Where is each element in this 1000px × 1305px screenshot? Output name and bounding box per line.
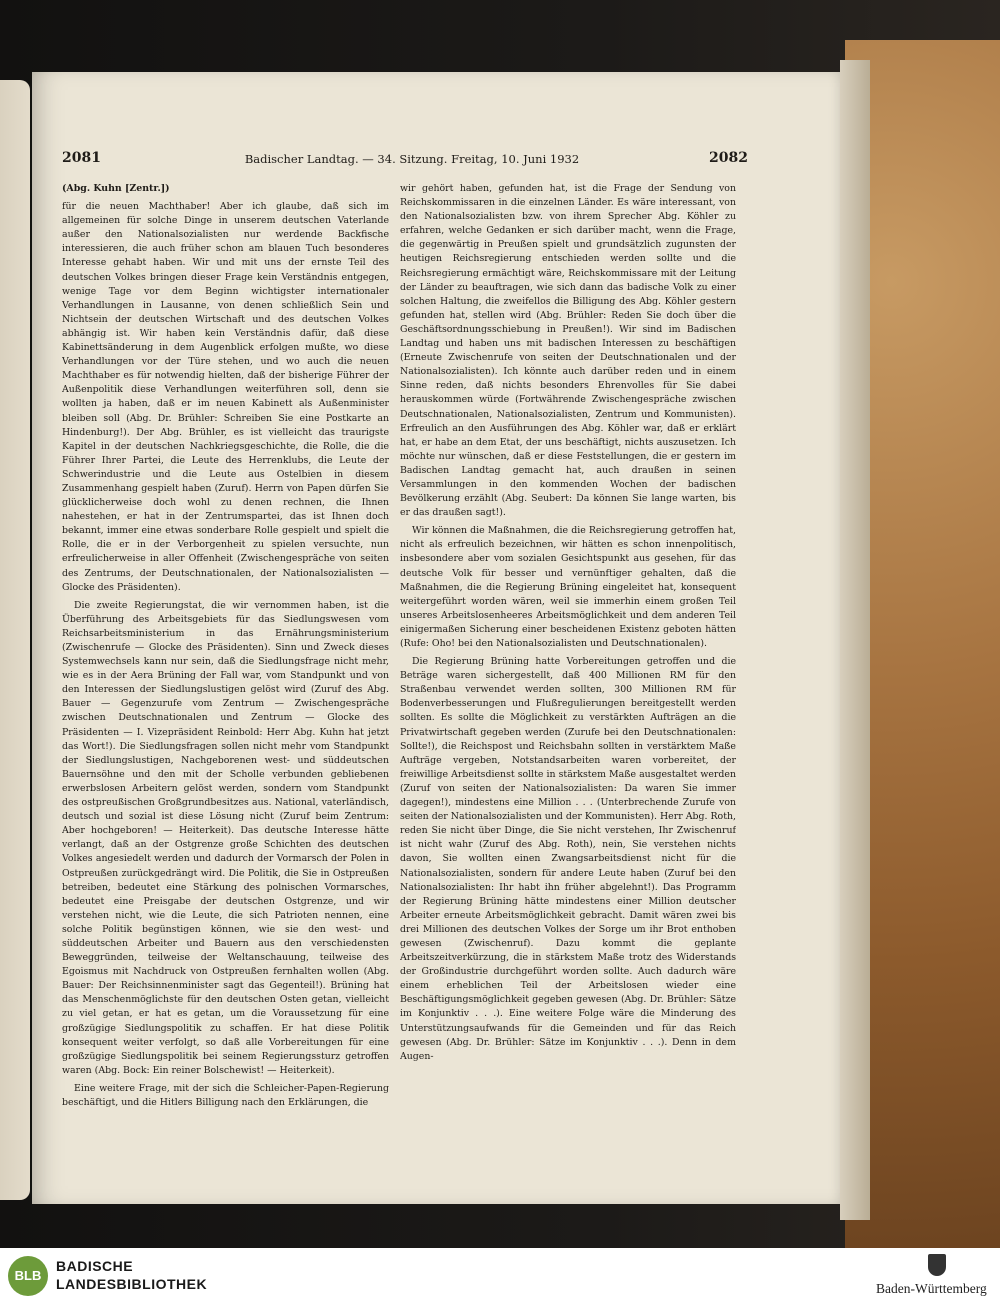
library-name-line2: LANDESBIBLIOTHEK bbox=[56, 1276, 208, 1292]
page-number-left: 2081 bbox=[62, 150, 101, 166]
page-stack-edge bbox=[840, 60, 870, 1220]
coat-of-arms-icon bbox=[928, 1254, 946, 1276]
running-header bbox=[62, 150, 748, 172]
paragraph: wir gehört haben, gefunden hat, ist die Frage der Sendung von Reichskommissaren in die einzelnen Länder. Es wäre interessant, von den Nationalsozialisten bzw. von ihrem Sprecher Abg. Köhler zu erfahren, welche Gedanken er sich darüber macht, wenn die Frage, die gegenwärtig in Preußen spielt und grundsätzlich zugunsten der heutigen Reichsregierung entschieden werden sollte und die Reichsregierung ermächtigt wäre, Reichskommissare mit der Leitung der Länder zu beauftragen, wie sich dann das badische Volk zu einer solchen Haltung, die zweifellos die Billigung des Abg. Köhler gestern gefunden hat, stellen wird (Abg. Brühler: Reden Sie doch über die Geschäftsordnungsschiebung in Preußen!). Wir sind im Badischen Landtag und haben uns mit badischen Interessen zu beschäftigen (Erneute Zwischenrufe von seiten der Deutschnationalen und der Nationalsozialisten). Ich könnte auch darüber reden und in einem Sinne reden, daß nichts besonders Ehrenvolles für Sie dabei herauskommen würde (Fortwährende Zwischengespräche zwischen Deutschnationalen, Nationalsozialisten, Zentrum und Kommunisten). Erfreulich an den Ausführungen des Abg. Köhler war, daß er erklärt hat, er habe an dem Etat, der uns beschäftigt, nichts auszusetzen. Ich möchte nur wünschen, daß er diese Feststellungen, die er gestern im Badischen Landtag gemacht hat, auch draußen in seinen Versammlungen in den kommenden Wochen der badischen Bevölkerung erzählt (Abg. Seubert: Da können Sie lange warten, bis er das draußen sagt!). bbox=[400, 183, 736, 519]
document-page bbox=[32, 72, 840, 1204]
viewer-footer bbox=[0, 1248, 1000, 1305]
library-name[interactable] bbox=[56, 1257, 256, 1293]
page-number-right: 2082 bbox=[709, 150, 748, 166]
left-text-column bbox=[62, 182, 389, 1192]
paragraph: für die neuen Machthaber! Aber ich glaube, daß sich im allgemeinen für solche Dinge in unserem deutschen Vaterlande außer den Nationalsozialisten nur werdende Backfische interessieren, die auch früher schon am blauen Tuch besonderes Interesse gehabt haben. Wir und mit uns der ernste Teil des deutschen Volkes bringen dieser Frage kein Verständnis entgegen, wenige Tage vor dem Beginn wichtigster internationaler Verhandlungen in Lausanne, von denen schließlich Sein und Nichtsein der deutschen Wirtschaft und des deutschen Volkes abhängig ist. Wir haben kein Verständnis dafür, daß diese Kabinettsänderung in dem Augenblick erfolgen mußte, wo diese Verhandlungen vor der Türe stehen, und wo auch die neuen Machthaber es für notwendig hielten, daß der bisherige Führer der Außenpolitik diese Verhandlungen weiterführen soll, denn sie wollten ja haben, daß er im neuen Kabinett als Außenminister bleiben soll (Abg. Dr. Brühler: Schreiben Sie eine Postkarte an Hindenburg!). Der Abg. Brühler, es ist vielleicht das traurigste Kapitel in der deutschen Nachkriegsgeschichte, die Rolle, die die Führer Ihrer Partei, die Leute des Herrenklubs, die Leute der Schwerindustrie und die Leute aus Ostelbien in diesem Zusammenhang gespielt haben (Zuruf). Herrn von Papen dürfen Sie glücklicherweise doch wohl zu denen rechnen, die Ihnen nahestehen, er hat in der Zentrumspartei, das ist Ihnen doch bekannt, immer eine etwas sonderbare Rolle gespielt und spielt die Rolle, die er in der Verborgenheit zu spielen versuchte, nun erfreulicherweise in aller Offenheit (Zwischengespräche von seiten des Zentrums, der Deutschnationalen, der Nationalsozialisten — Glocke des Präsidenten). bbox=[62, 201, 389, 593]
paragraph: Die zweite Regierungstat, die wir vernommen haben, ist die Überführung des Arbeitsgebiets für das Siedlungswesen vom Reichsarbeitsministerium in das Ernährungsministerium (Zwischenrufe — Glocke des Präsidenten). Sinn und Zweck dieses Systemwechsels kann nur sein, daß die Siedlungsfrage nicht mehr, wie es in der Aera Brüning der Fall war, vom Standpunkt und von den Interessen der Siedlungslustigen gelöst wird (Zuruf des Abg. Bauer — Gegenzurufe vom Zentrum — Zwischengespräche zwischen Deutschnationalen und Zentrum — Glocke des Präsidenten — I. Vizepräsident Reinbold: Herr Abg. Kuhn hat jetzt das Wort!). Die Siedlungsfragen sollen nicht mehr vom Standpunkt der Siedlungslustigen, Nachgeborenen west- und süddeutschen Bauernsöhne und den mit der Scholle verbunden gebliebenen erwerbslosen Arbeitern gelöst werden, sondern vom Standpunkt des ostpreußischen Großgrundbesitzes aus. National, vaterländisch, deutsch und sozial ist diese Lösung nicht (Zuruf beim Zentrum: Aber hochgeboren! — Heiterkeit). Das deutsche Interesse hätte verlangt, daß an der Ostgrenze große Schichten des deutschen Volkes angesiedelt werden und dadurch der Vormarsch der Polen in Ostpreußen zurückgedrängt wird. Die Politik, die Sie in Ostpreußen betreiben, bedeutet eine Stärkung des polnischen Vormarsches, bedeutet eine Preisgabe der deutschen Ostgrenze, und wir verstehen nicht, wie die Leute, die sich Patrioten nennen, eine solche Politik begünstigen können, wie sie den west- und süddeutschen Arbeiter und Bauern aus den verschiedensten Beweggründen, teilweise der Weltanschauung, teilweise des Egoismus mit Nachdruck von Ostpreußen fernhalten wollen (Abg. Bauer: Der Reichsinnenminister sagt das Gegenteil!). Brüning hat das Menschenmöglichste für den deutschen Osten getan, vielleicht zu viel getan, er hat es getan, um die Voraussetzung für eine großzügige Siedlungspolitik zu schaffen. Er hat diese Politik konsequent weiter verfolgt, so daß alle Vorbereitungen für eine großzügige Siedlungspolitik bei seinem Regierungssturz getroffen waren (Abg. Bock: Ein reiner Bolschewist! — Heiterkeit). bbox=[62, 599, 389, 1076]
blb-logo-icon[interactable]: BLB bbox=[8, 1256, 48, 1296]
speaker-label: (Abg. Kuhn [Zentr.]) bbox=[62, 183, 170, 194]
region-label[interactable]: Baden-Württemberg bbox=[876, 1281, 987, 1296]
right-text-column bbox=[400, 182, 736, 1192]
running-title: Badischer Landtag. — 34. Sitzung. Freitag, 10. Juni 1932 bbox=[244, 152, 580, 166]
paragraph: Wir können die Maßnahmen, die die Reichsregierung getroffen hat, nicht als erfreulich bezeichnen, wir hätten es schon innenpolitisch, insbesondere aber vom sozialen Gesichtspunkt aus gesehen, für das deutsche Volk für besser und vernünftiger gehalten, daß die Maßnahmen, die die Regierung Brüning eingeleitet hat, konsequent weitergeführt worden wären, weil sie immerhin einem großen Teil unseres Arbeitslosenheeres Arbeitsmöglichkeit und dem anderen Teil einigermaßen Sicherung einer bescheidenen Existenz geboten hätten (Rufe: Oho! bei den Nationalsozialisten und Deutschnationalen). bbox=[400, 525, 736, 649]
paragraph: Die Regierung Brüning hatte Vorbereitungen getroffen und die Beträge waren sichergestellt, daß 400 Millionen RM für den Straßenbau verwendet werden sollten, 300 Millionen RM für Bodenverbesserungen und Flußregulierungen bereitgestellt werden sollten. Es sollte die Möglichkeit zu verstärkten Aufträgen an die Privatwirtschaft gegeben werden (Zurufe bei den Deutschnationalen: Sollte!), die Reichspost und Reichsbahn sollten in verstärktem Maße Aufträge vergeben, Notstandsarbeiten waren vorbereitet, der freiwillige Arbeitsdienst sollte in stärkstem Maße ausgestaltet werden (Zuruf von seiten der Nationalsozialisten: Da waren Sie immer dagegen!), mindestens eine Million . . . (Unterbrechende Zurufe von seiten der Nationalsozialisten und der Kommunisten). Herr Abg. Roth, reden Sie nicht über Dinge, die Sie nicht verstehen, Ihr Zwischenruf ist nicht wahr (Zuruf des Abg. Roth), nein, Sie verstehen nichts davon, Sie wollten einen Zwangsarbeitsdienst nicht für die Nationalsozialisten, sondern für andere Leute haben (Zuruf bei den Nationalsozialisten: Ihr habt ihn früher abgelehnt!). Das Programm der Regierung Brüning hätte mindestens einer Million deutscher Arbeiter erneute Arbeitsmöglichkeit gebracht. Damit wären zwei bis drei Millionen des deutschen Volkes der Sorge um ihr Brot enthoben gewesen (Zwischenruf). Dazu kommt die geplante Arbeitszeitverkürzung, die in stärkstem Maße trotz des Widerstands der Großindustrie durchgeführt worden sollte. Auch dadurch wäre einem erheblichen Teil der Arbeitslosen wieder eine Beschäftigungsmöglichkeit gegeben gewesen (Abg. Dr. Brühler: Sätze im Konjunktiv . . .). Eine weitere Folge wäre die Minderung des Unterstützungsaufwands für die Gemeinden und für das Reich gewesen (Abg. Dr. Brühler: Sätze im Konjunktiv . . .). Denn in dem Augen- bbox=[400, 656, 736, 1062]
library-name-line1: BADISCHE bbox=[56, 1258, 134, 1274]
paragraph: Eine weitere Frage, mit der sich die Schleicher-Papen-Regierung beschäftigt, und die Hitlers Billigung nach den Erklärungen, die bbox=[62, 1082, 389, 1108]
left-page-edge bbox=[0, 80, 30, 1200]
